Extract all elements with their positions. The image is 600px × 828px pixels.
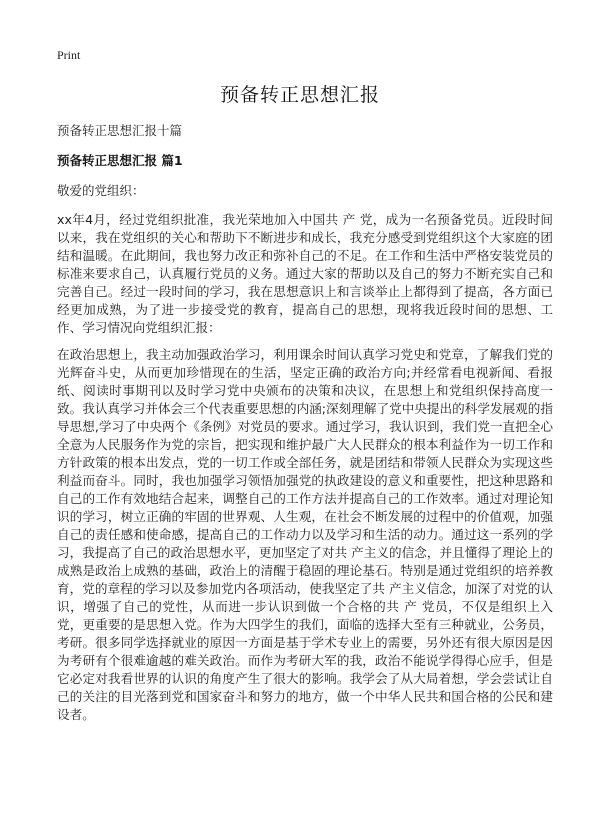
body-paragraph-2: 在政治思想上，我主动加强政治学习，利用课余时间认真学习党史和党章，了解我们党的光辉奋斗史，从而更加珍惜现在的生活，坚定正确的政治方向;并经常看电视新闻、看报纸、阅读时事期刊以及时学习党中央颁布的决策和决议，在思想上和党组织保持高度一致。我认真学习并体会三个代表重要思想的内涵;深刻理解了党中央提出的科学发展观的指导思想,学习了中央两个《条例》对党员的要求。通过学习，我认识到，我们党一直把全心全意为人民服务作为党的宗旨，把实现和维护最广大人民群众的根本利益作为一切工作和方针政策的根本出发点，党的一切工作或全部任务，就是团结和带领人民群众为实现这些利益而奋斗。同时，我也加强学习领悟加强党的执政建设的意义和重要性，把这种思路和自己的工作有效地结合起来，调整自己的工作方法并提高自己的工作效率。通过对理论知识的学习，树立正确的牢固的世界观、人生观，在社会不断发展的过程中的价值观，加强自己的责任感和使命感，提高自己的工作动力以及学习和生活的动力。通过这一系列的学习，我提高了自己的政治思想水平，更加坚定了对共 产主义的信念，并且懂得了理论上的成熟是政治上成熟的基础，政治上的清醒于稳固的理论基石。特别是通过党组织的培养教育，党的章程的学习以及参加党内各项活动，使我坚定了共 产主义信念，加深了对党的认识，增强了自己的党性，从而进一步认识到做一个合格的共 产 党员，不仅是组织上入党，更重要的是思想入党。作为大四学生的我们，面临的选择大至有三种就业，公务员，考研。很多同学选择就业的原因一方面是基于学术专业上的需要，另外还有很大原因是因为考研有个很难逾越的难关政治。而作为考研大军的我，政治不能说学得得心应手，但是它必定对我看世界的认识的角度产生了很大的影响。我学会了从大局着想，学会尝试让自己的关注的目光落到党和国家奋斗和努力的地方，做一个中华人民共和国合格的公民和建设者。 [57,347,553,722]
greeting-line: 敬爱的党组织： [57,183,145,198]
page-title: 预备转正思想汇报 [219,84,380,106]
print-label: Print [57,48,81,62]
document-subtitle: 预备转正思想汇报十篇 [57,123,183,138]
section-heading: 预备转正思想汇报 篇1 [57,153,183,168]
body-paragraph-1: xx年4月，经过党组织批准，我光荣地加入中国共 产 党，成为一名预备党员。近段时间以来，我在党组织的关心和帮助下不断进步和成长，我充分感受到党组织这个大家庭的团结和温暖。在此期间，我也努力改正和弥补自己的不足。在工作和生活中严格安装党员的标准来要求自己，认真履行党员的义务。通过大家的帮助以及自己的努力不断充实自己和完善自己。经过一段时间的学习，我在思想意识上和言谈举止上都得到了提高，各方面已经更加成熟，为了进一步接受党的教育，提高自己的思想，现将我近段时间的思想、工作、学习情况向党组织汇报： [57,212,553,335]
